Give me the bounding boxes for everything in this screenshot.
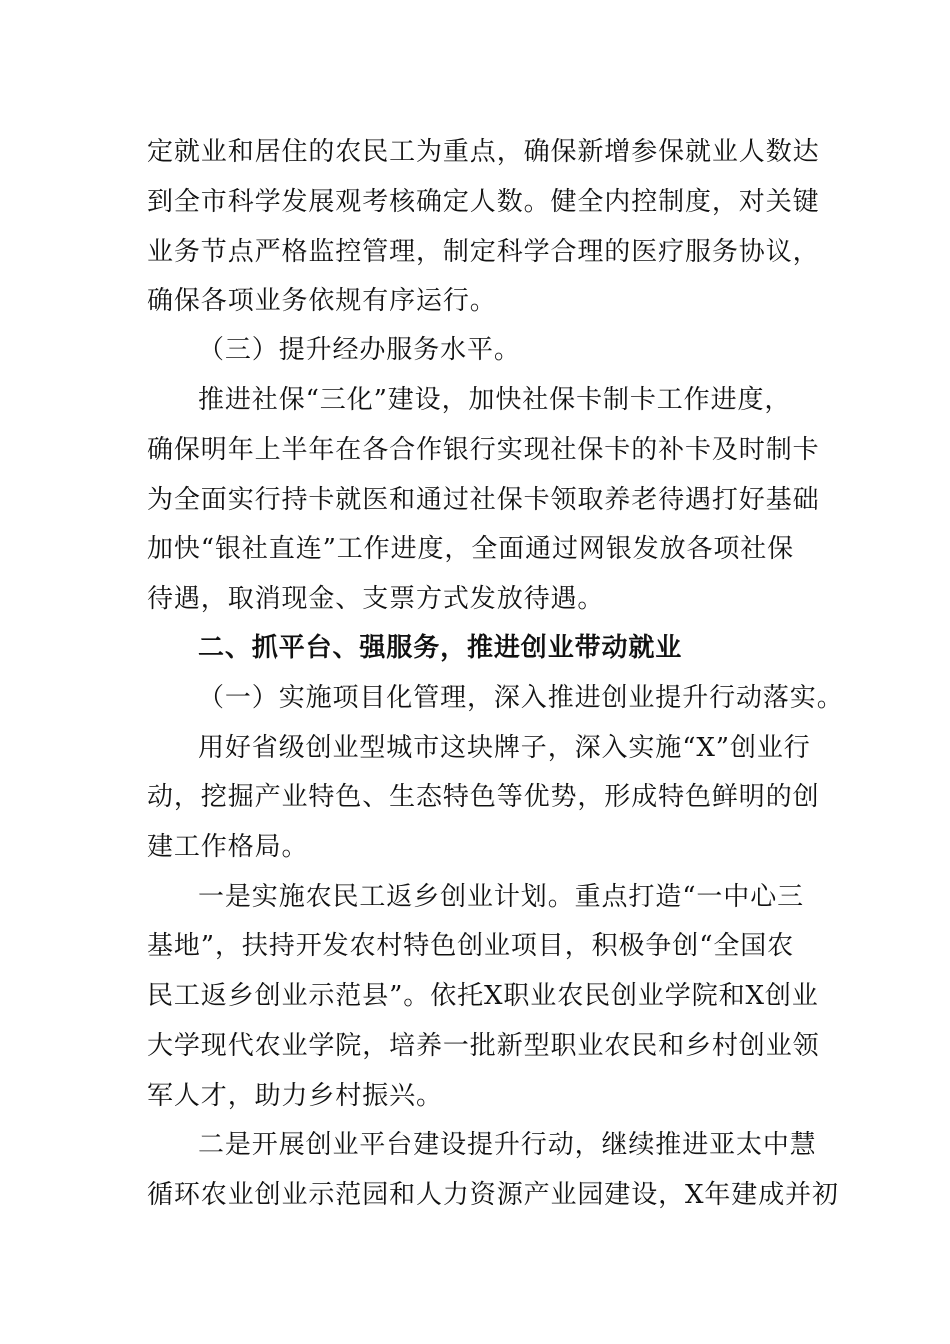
body-text-line: 大学现代农业学院，培养一批新型职业农民和乡村创业领 xyxy=(147,1031,820,1061)
body-text-line: 确保各项业务依规有序运行。 xyxy=(147,286,497,316)
body-text-line: 动，挖掘产业特色、生态特色等优势，形成特色鲜明的创 xyxy=(147,782,820,812)
paragraph-first-line: 推进社保“三化”建设，加快社保卡制卡工作进度， xyxy=(198,385,792,415)
body-text-line: 业务节点严格监控管理，制定科学合理的医疗服务协议， xyxy=(147,237,820,267)
body-text-line: 到全市科学发展观考核确定人数。健全内控制度，对关键 xyxy=(147,187,820,217)
body-text-line: 基地”，扶持开发农村特色创业项目，积极争创“全国农 xyxy=(147,931,795,961)
body-text-line: 定就业和居住的农民工为重点，确保新增参保就业人数达 xyxy=(147,137,820,167)
paragraph-first-line: 一是实施农民工返乡创业计划。重点打造“一中心三 xyxy=(198,882,804,912)
body-text-line: 加快“银社直连”工作进度，全面通过网银发放各项社保 xyxy=(147,534,795,564)
body-text-line: 民工返乡创业示范县”。依托X职业农民创业学院和X创业 xyxy=(147,981,819,1011)
paragraph-first-line: 二是开展创业平台建设提升行动，继续推进亚太中慧 xyxy=(198,1130,817,1160)
body-text-line: 确保明年上半年在各合作银行实现社保卡的补卡及时制卡 xyxy=(147,435,820,465)
section-heading: 二、抓平台、强服务，推进创业带动就业 xyxy=(198,633,683,663)
body-text-line: 军人才，助力乡村振兴。 xyxy=(147,1081,443,1111)
body-text-line: 建工作格局。 xyxy=(147,832,309,862)
paragraph-first-line: 用好省级创业型城市这块牌子，深入实施“X”创业行 xyxy=(198,733,811,763)
body-text-line: 为全面实行持卡就医和通过社保卡领取养老待遇打好基础 xyxy=(147,485,820,515)
subsection-heading: （一）实施项目化管理，深入推进创业提升行动落实。 xyxy=(198,683,844,713)
body-text-line: 循环农业创业示范园和人力资源产业园建设，X年建成并初 xyxy=(147,1180,839,1210)
subsection-heading: （三）提升经办服务水平。 xyxy=(198,335,521,365)
body-text-line: 待遇，取消现金、支票方式发放待遇。 xyxy=(147,584,605,614)
